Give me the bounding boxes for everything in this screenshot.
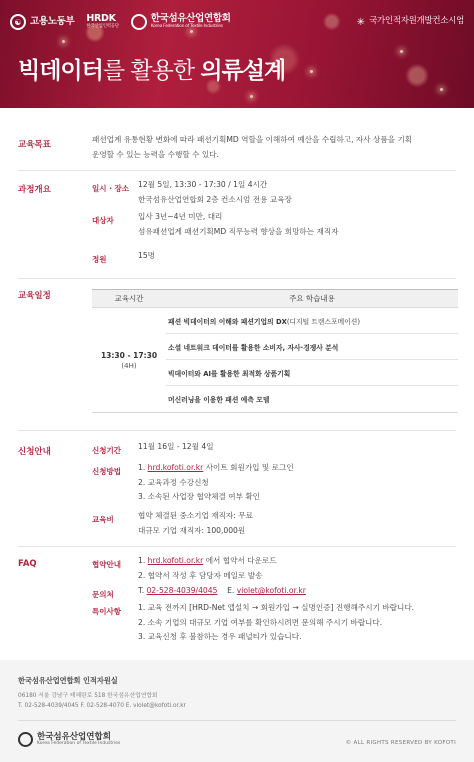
col-content-header: 주요 학습내용	[289, 294, 335, 303]
schedule-table	[92, 289, 458, 413]
notes-text: 1. 교육 전까지 [HRD-Net 앱설치 → 회원가입 → 실명인증] 진행해주시기 바랍니다. 2. 소속 기업의 대규모 기업 여부를 확인하시려면 문의해 주시기 바랍니다. 3. 교육신청 후 불참하는 경우 패널티가 있습니다.	[138, 603, 415, 641]
method-label: 신청방법	[92, 467, 121, 476]
sparkle-decoration	[62, 40, 65, 43]
schedule-table-body	[92, 308, 458, 413]
col-time-header: 교육시간	[114, 294, 144, 303]
sparkle-decoration	[250, 95, 253, 98]
agreement-label: 협약안내	[92, 560, 121, 569]
fee-label: 교육비	[92, 515, 114, 524]
hrdk-logo-text: HRDK	[86, 13, 116, 25]
contact-phone-link[interactable]: 02-528-4039/4045	[146, 586, 218, 595]
footer-address: 06180 서울 강남구 테헤란로 518 한국섬유산업연합회 T. 02-528-4039/4045 F. 02-528-4070 E. violet@kofoti.or.kr	[18, 693, 186, 709]
kofoti-logo-text: 한국섬유산업연합회	[150, 13, 231, 25]
moel-emblem-icon: ☯	[10, 14, 26, 30]
divider	[18, 170, 456, 171]
hrd-site-link[interactable]: hrd.kofoti.or.kr	[147, 463, 204, 472]
table-row: 빅데이터와 AI를 활용한 최적화 상품기획	[166, 360, 458, 386]
schedule-table-header	[92, 289, 458, 308]
capacity-text: 15명	[138, 251, 155, 260]
schedule-time-cell: 13:30 - 17:30 (4H)	[100, 350, 158, 370]
objective-label: 교육목표	[18, 140, 51, 150]
fee-text: 협약 체결된 중소기업 재직자: 무료 대규모 기업 재직자: 100,000원	[138, 511, 253, 535]
divider	[18, 546, 456, 547]
capacity-label: 정원	[92, 255, 107, 264]
schedule-label: 교육일정	[18, 291, 51, 301]
divider	[18, 278, 456, 279]
contact-text: T. 02-528-4039/4045 E. violet@kofoti.or.kr	[138, 586, 306, 595]
kofoti-logo-subtext: Korea Federation of Textile Industries	[150, 23, 223, 29]
moel-logo: ☯ 고용노동부	[10, 14, 74, 30]
kofoti-emblem-icon	[131, 14, 147, 30]
divider	[18, 720, 456, 721]
kofoti-emblem-icon	[18, 732, 33, 747]
hrdk-logo	[86, 14, 118, 29]
star-icon: ✳	[356, 16, 366, 28]
hrdk-logo-subtext: 한국산업인력공단	[86, 23, 119, 29]
period-text: 11월 16일 - 12월 4일	[138, 442, 214, 451]
footer-logo: 한국섬유산업연합회 Korea Federation of Textile Industries	[18, 732, 120, 747]
target-text: 입사 3년~4년 미만, 대리 섬유패션업계 패션기획MD 직무능력 향상을 희망하는 재직자	[138, 212, 339, 236]
hero-banner	[0, 0, 474, 108]
national-consortium-logo: ✳ 국가인적자원개발컨소시엄	[356, 16, 464, 28]
faq-label: FAQ	[18, 559, 37, 569]
footer-org-name: 한국섬유산업연합회 인적자원실	[18, 676, 118, 685]
table-row: 머신러닝을 이용한 패션 예측 모델	[168, 396, 270, 404]
schedule-content-rows	[166, 308, 458, 412]
agreement-text: 1. hrd.kofoti.or.kr 에서 협약서 다운로드 2. 협약서 작성 후 담당자 메일로 발송	[138, 556, 277, 580]
kofoti-logo	[131, 14, 231, 30]
table-row: 패션 빅데이터의 이해와 패션기업의 DX (디지털 트랜스포메이션)	[166, 308, 458, 334]
overview-label: 과정개요	[18, 185, 51, 195]
objective-text: 패션업계 유통현황 변화에 따라 패션기획MD 역할을 이해하여 예산을 수립하고, 자사 상품을 기획 운영할 수 있는 능력을 수행할 수 있다.	[92, 135, 413, 159]
sparkle-decoration	[440, 88, 443, 91]
method-text: 1. hrd.kofoti.or.kr 사이트 회원가입 및 로그인 2. 교육과정 수강신청 3. 소속된 사업장 협약체결 여부 확인	[138, 463, 294, 501]
agreement-download-link[interactable]: hrd.kofoti.or.kr	[147, 556, 204, 565]
period-label: 신청기간	[92, 446, 121, 455]
sparkle-decoration	[310, 70, 313, 73]
logo-row	[10, 10, 464, 34]
table-row: 소셜 네트워크 데이터를 활용한 소비자, 자사·경쟁사 분석	[166, 334, 458, 360]
contact-email-link[interactable]: violet@kofoti.or.kr	[236, 586, 306, 595]
notes-label: 특이사항	[92, 607, 121, 616]
datetime-text: 12월 5일, 13:30 - 17:30 / 1일 4시간 한국섬유산업연합회 2층 컨소시엄 전용 교육장	[138, 180, 292, 204]
datetime-label: 일시 · 장소	[92, 184, 130, 193]
footer	[0, 660, 474, 762]
divider	[18, 430, 456, 431]
page-title: 빅데이터를 활용한 의류설계	[18, 58, 286, 84]
copyright: © ALL RIGHTS RESERVED BY KOFOTI	[345, 740, 456, 746]
target-label: 대상자	[92, 216, 114, 225]
registration-label: 신청안내	[18, 447, 51, 457]
sparkle-decoration	[400, 50, 403, 53]
contact-label: 문의처	[92, 590, 114, 599]
